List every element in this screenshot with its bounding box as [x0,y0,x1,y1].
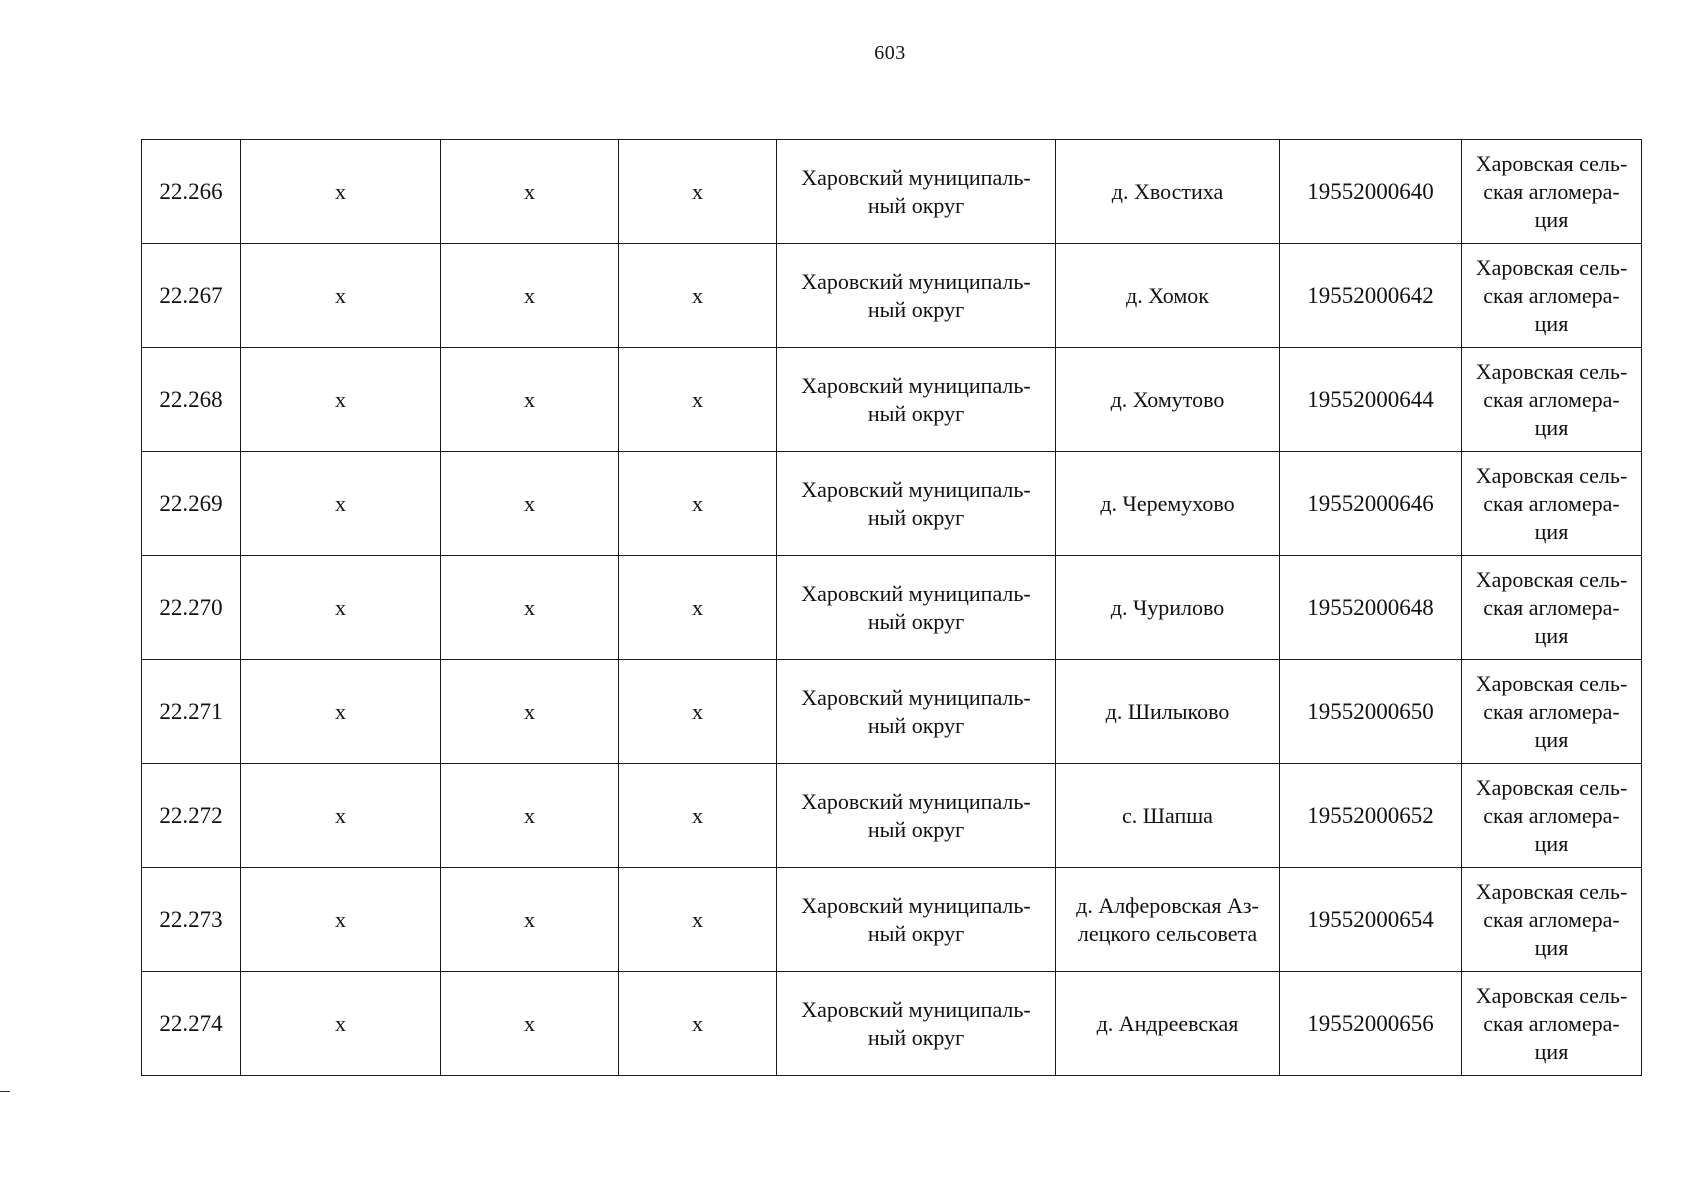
district-cell: Харовский муниципаль- ный округ [777,868,1056,972]
agglomeration-cell: Харовская сель- ская агломера- ция [1462,868,1642,972]
row-number-cell: 22.274 [142,972,241,1076]
settlements-table [141,139,1642,1076]
column-3-cell: х [441,140,619,244]
oktmo-code-cell: 19552000650 [1280,660,1462,764]
district-cell: Харовский муниципаль- ный округ [777,556,1056,660]
district-cell: Харовский муниципаль- ный округ [777,764,1056,868]
settlement-cell: д. Андреевская [1056,972,1280,1076]
row-number-cell: 22.271 [142,660,241,764]
table-row [142,140,1642,244]
row-number-cell: 22.268 [142,348,241,452]
district-cell: Харовский муниципаль- ный округ [777,452,1056,556]
agglomeration-cell: Харовская сель- ская агломера- ция [1462,140,1642,244]
agglomeration-cell: Харовская сель- ская агломера- ция [1462,660,1642,764]
column-2-cell: х [241,452,441,556]
table-row [142,452,1642,556]
agglomeration-cell: Харовская сель- ская агломера- ция [1462,244,1642,348]
agglomeration-cell: Харовская сель- ская агломера- ция [1462,348,1642,452]
settlement-cell: д. Хвостиха [1056,140,1280,244]
oktmo-code-cell: 19552000642 [1280,244,1462,348]
district-cell: Харовский муниципаль- ный округ [777,348,1056,452]
row-number-cell: 22.267 [142,244,241,348]
column-3-cell: х [441,660,619,764]
row-number-cell: 22.266 [142,140,241,244]
page-number: 603 [874,42,906,64]
column-3-cell: х [441,972,619,1076]
table-row [142,972,1642,1076]
column-3-cell: х [441,764,619,868]
oktmo-code-cell: 19552000652 [1280,764,1462,868]
column-2-cell: х [241,868,441,972]
column-4-cell: х [619,556,777,660]
settlement-cell: д. Алферовская Аз- лецкого сельсовета [1056,868,1280,972]
oktmo-code-cell: 19552000648 [1280,556,1462,660]
column-4-cell: х [619,348,777,452]
row-number-cell: 22.270 [142,556,241,660]
column-4-cell: х [619,244,777,348]
district-cell: Харовский муниципаль- ный округ [777,972,1056,1076]
column-4-cell: х [619,972,777,1076]
column-2-cell: х [241,348,441,452]
oktmo-code-cell: 19552000640 [1280,140,1462,244]
settlement-cell: д. Чурилово [1056,556,1280,660]
column-3-cell: х [441,452,619,556]
district-cell: Харовский муниципаль- ный округ [777,660,1056,764]
column-4-cell: х [619,140,777,244]
column-4-cell: х [619,764,777,868]
agglomeration-cell: Харовская сель- ская агломера- ция [1462,556,1642,660]
settlement-cell: д. Шилыково [1056,660,1280,764]
column-4-cell: х [619,452,777,556]
margin-mark [0,1091,10,1092]
row-number-cell: 22.273 [142,868,241,972]
column-2-cell: х [241,140,441,244]
oktmo-code-cell: 19552000646 [1280,452,1462,556]
settlement-cell: д. Хомок [1056,244,1280,348]
oktmo-code-cell: 19552000654 [1280,868,1462,972]
table-row [142,556,1642,660]
table-row [142,660,1642,764]
oktmo-code-cell: 19552000644 [1280,348,1462,452]
column-2-cell: х [241,764,441,868]
oktmo-code-cell: 19552000656 [1280,972,1462,1076]
settlement-cell: д. Хомутово [1056,348,1280,452]
column-4-cell: х [619,868,777,972]
table-body [142,140,1642,1076]
row-number-cell: 22.269 [142,452,241,556]
column-3-cell: х [441,868,619,972]
column-2-cell: х [241,972,441,1076]
table-row [142,244,1642,348]
district-cell: Харовский муниципаль- ный округ [777,140,1056,244]
row-number-cell: 22.272 [142,764,241,868]
agglomeration-cell: Харовская сель- ская агломера- ция [1462,972,1642,1076]
agglomeration-cell: Харовская сель- ская агломера- ция [1462,452,1642,556]
column-2-cell: х [241,556,441,660]
column-3-cell: х [441,244,619,348]
table-row [142,348,1642,452]
district-cell: Харовский муниципаль- ный округ [777,244,1056,348]
settlement-cell: с. Шапша [1056,764,1280,868]
column-3-cell: х [441,556,619,660]
column-4-cell: х [619,660,777,764]
table-row [142,868,1642,972]
agglomeration-cell: Харовская сель- ская агломера- ция [1462,764,1642,868]
table-row [142,764,1642,868]
settlement-cell: д. Черемухово [1056,452,1280,556]
column-2-cell: х [241,244,441,348]
column-2-cell: х [241,660,441,764]
column-3-cell: х [441,348,619,452]
